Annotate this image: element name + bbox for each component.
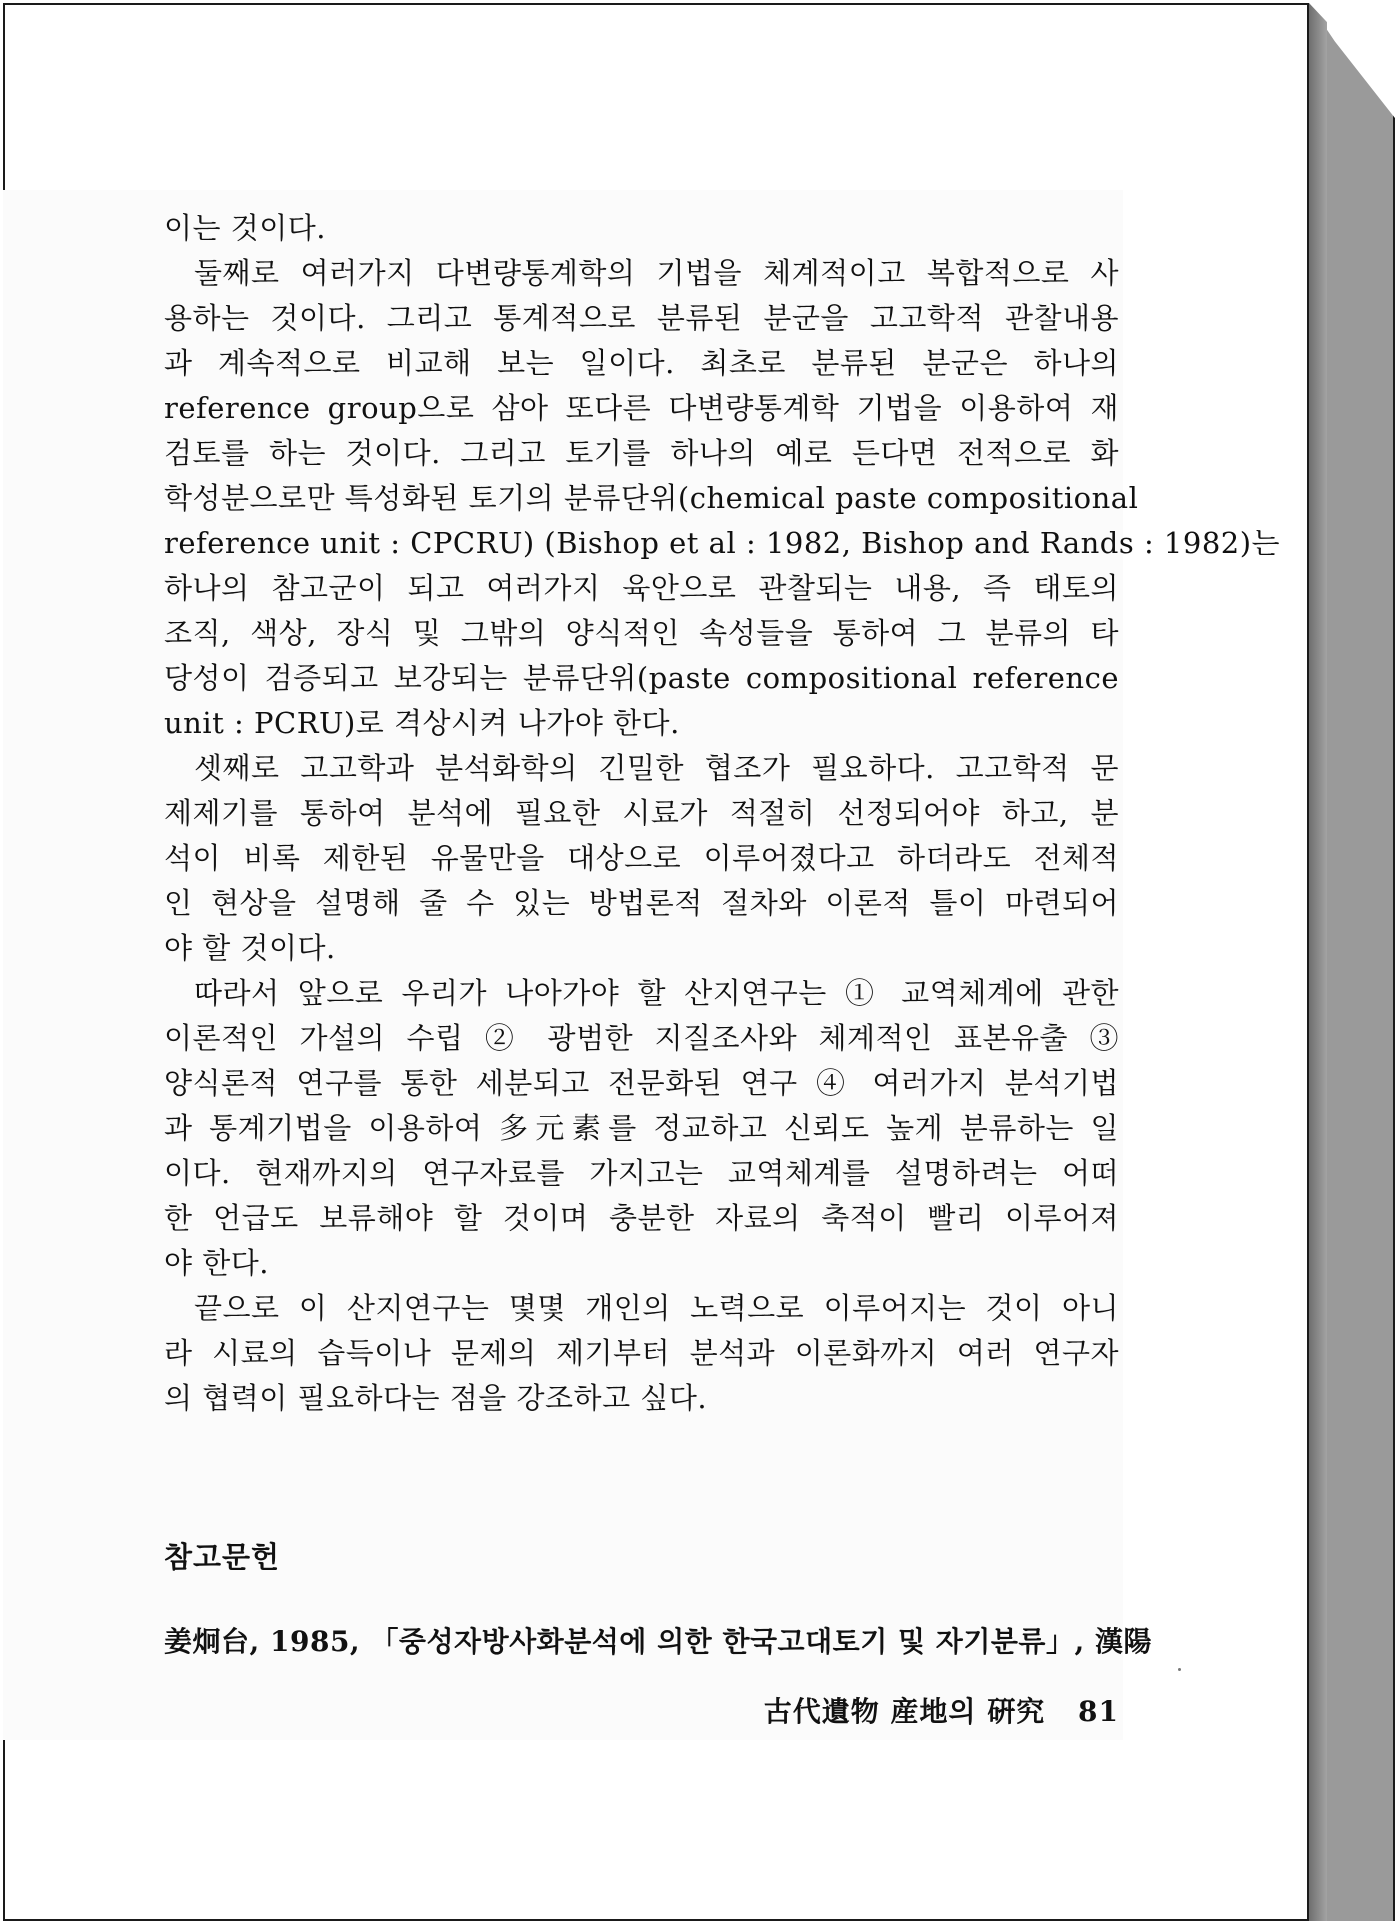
text-line: 이는 것이다. bbox=[164, 211, 327, 245]
paragraph bbox=[164, 251, 1281, 746]
text-line: unit : PCRU)로 격상시켜 나가야 한다. bbox=[164, 706, 680, 740]
text-line: 따라서 앞으로 우리가 나아가야 할 산지연구는 ① 교역체계에 관한 bbox=[194, 976, 1119, 1010]
text-line: 이론적인 가설의 수립 ② 광범한 지질조사와 체계적인 표본유출 ③ bbox=[164, 1021, 1119, 1055]
text-line: 용하는 것이다. 그리고 통계적으로 분류된 분군을 고고학적 관찰내용 bbox=[164, 301, 1119, 335]
text-line: 조직, 색상, 장식 및 그밖의 양식적인 속성들을 통하여 그 분류의 타 bbox=[164, 616, 1119, 650]
page-number: 81 bbox=[1078, 1695, 1119, 1728]
text-line: 야 한다. bbox=[164, 1246, 269, 1280]
text-line: 셋째로 고고학과 분석화학의 긴밀한 협조가 필요하다. 고고학적 문 bbox=[194, 751, 1119, 785]
text-line: 과 통계기법을 이용하여 多元素를 정교하고 신뢰도 높게 분류하는 일 bbox=[164, 1111, 1119, 1145]
text-line: 의 협력이 필요하다는 점을 강조하고 싶다. bbox=[164, 1381, 708, 1415]
page-edge-shadow bbox=[1309, 3, 1327, 1921]
paragraph bbox=[164, 971, 1119, 1286]
reference-entry: 姜炯台, 1985, 「중성자방사화분석에 의한 한국고대토기 및 자기분류」, 漢陽 bbox=[164, 1625, 1152, 1658]
text-line: 당성이 검증되고 보강되는 분류단위(paste compositional reference bbox=[164, 661, 1119, 695]
running-footer-title: 古代遺物 産地의 硏究 bbox=[763, 1695, 1046, 1728]
text-line: 하나의 참고군이 되고 여러가지 육안으로 관찰되는 내용, 즉 태토의 bbox=[164, 571, 1119, 605]
paragraph bbox=[164, 746, 1119, 971]
text-line: 제제기를 통하여 분석에 필요한 시료가 적절히 선정되어야 하고, 분 bbox=[164, 796, 1119, 830]
text-line: 양식론적 연구를 통한 세분되고 전문화된 연구 ④ 여러가지 분석기법 bbox=[164, 1066, 1119, 1100]
text-line: 야 할 것이다. bbox=[164, 931, 336, 965]
text-line: 검토를 하는 것이다. 그리고 토기를 하나의 예로 든다면 전적으로 화 bbox=[164, 436, 1119, 470]
text-line: 인 현상을 설명해 줄 수 있는 방법론적 절차와 이론적 틀이 마련되어 bbox=[164, 886, 1119, 920]
scan-speck bbox=[1178, 1668, 1181, 1671]
paragraph bbox=[164, 1286, 1119, 1421]
text-line: 학성분으로만 특성화된 토기의 분류단위(chemical paste compositional bbox=[164, 481, 1139, 515]
text-line: 석이 비록 제한된 유물만을 대상으로 이루어졌다고 하더라도 전체적 bbox=[164, 841, 1119, 875]
text-line: 과 계속적으로 비교해 보는 일이다. 최초로 분류된 분군은 하나의 bbox=[164, 346, 1119, 380]
references-heading: 참고문헌 bbox=[164, 1540, 281, 1574]
text-line: 라 시료의 습득이나 문제의 제기부터 분석과 이론화까지 여러 연구자 bbox=[164, 1336, 1119, 1370]
running-footer bbox=[764, 1690, 1119, 1730]
text-line: reference group으로 삼아 또다른 다변량통계학 기법을 이용하여 재 bbox=[164, 391, 1119, 425]
body-text bbox=[164, 206, 1281, 1421]
text-line: 둘째로 여러가지 다변량통계학의 기법을 체계적이고 복합적으로 사 bbox=[194, 256, 1119, 290]
text-line: reference unit : CPCRU) (Bishop et al : 1982, Bishop and Rands : 1982)는 bbox=[164, 526, 1281, 560]
text-line: 한 언급도 보류해야 할 것이며 충분한 자료의 축적이 빨리 이루어져 bbox=[164, 1201, 1119, 1235]
paragraph bbox=[164, 206, 1119, 251]
text-line: 끝으로 이 산지연구는 몇몇 개인의 노력으로 이루어지는 것이 아니 bbox=[194, 1291, 1119, 1325]
text-line: 이다. 현재까지의 연구자료를 가지고는 교역체계를 설명하려는 어떠 bbox=[164, 1156, 1119, 1190]
